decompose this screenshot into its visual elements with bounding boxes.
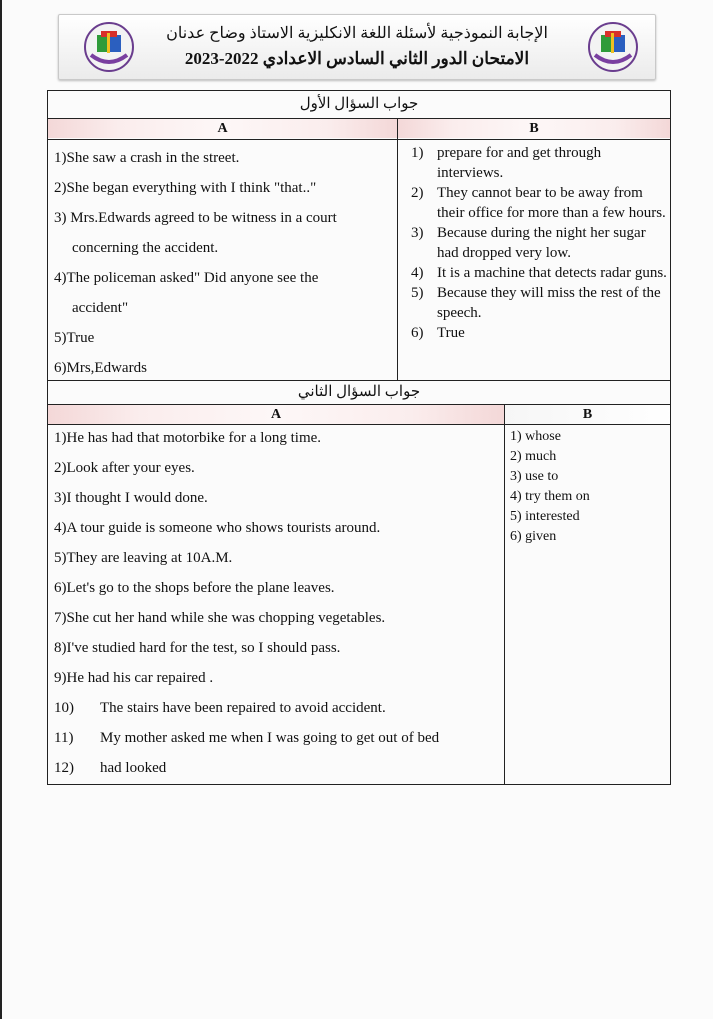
list-item: 3)I thought I would done. <box>54 490 208 506</box>
list-item: 2) They cannot bear to be away from their office for more than a few hours. <box>411 185 666 221</box>
q2-col-a-header: A <box>48 405 504 424</box>
q2-title: جواب السؤال الثاني <box>297 384 421 400</box>
list-item: 2) much <box>510 449 557 464</box>
list-item: accident" <box>72 300 129 316</box>
q1-a-list <box>54 143 394 383</box>
list-item: 2)She began everything with I think "that.." <box>54 180 317 196</box>
list-item: 2)Look after your eyes. <box>54 460 195 476</box>
q1-title: جواب السؤال الأول <box>299 96 419 112</box>
list-item: 6)Let's go to the shops before the plane leaves. <box>54 580 335 596</box>
list-item: 7)She cut her hand while she was chopping vegetables. <box>54 610 386 626</box>
q1-col-b-header: B <box>398 119 670 138</box>
book-logo-icon <box>83 21 135 73</box>
header-subtitle: الامتحان الدور الثاني السادس الاعدادي 2022-2023 <box>184 49 530 68</box>
answer-table <box>47 90 671 785</box>
list-item: 4)The policeman asked" Did anyone see the <box>54 270 319 286</box>
list-item: 1) prepare for and get through interviews. <box>411 145 602 181</box>
q2-col-b-header: B <box>505 405 670 424</box>
list-item: 4) It is a machine that detects radar guns. <box>411 265 667 281</box>
list-item: 5)True <box>54 330 95 346</box>
book-logo-icon <box>587 21 639 73</box>
list-item: 5) Because they will miss the rest of the speech. <box>411 285 661 321</box>
list-item: 4) try them on <box>510 489 590 504</box>
list-item: 3) use to <box>510 469 559 484</box>
list-item: 6)Mrs,Edwards <box>54 360 147 376</box>
list-item: 8)I've studied hard for the test, so I should pass. <box>54 640 341 656</box>
q2-b-list <box>510 427 660 547</box>
header-banner <box>58 14 656 80</box>
list-item: 3) Because during the night her sugar had dropped very low. <box>411 225 646 261</box>
list-item: 6) True <box>411 325 465 341</box>
list-item: 5)They are leaving at 10A.M. <box>54 550 233 566</box>
q1-b-list <box>405 143 667 343</box>
list-item: 10) The stairs have been repaired to avoid accident. <box>54 700 386 716</box>
list-item: 12) had looked <box>54 760 167 776</box>
list-item: 9)He had his car repaired . <box>54 670 214 686</box>
list-item: concerning the accident. <box>72 240 219 256</box>
list-item: 6) given <box>510 529 557 544</box>
list-item: 1) whose <box>510 429 561 444</box>
list-item: 4)A tour guide is someone who shows tourists around. <box>54 520 381 536</box>
list-item: 1)She saw a crash in the street. <box>54 150 240 166</box>
page-edge <box>0 0 2 1019</box>
list-item: 11) My mother asked me when I was going to get out of bed <box>54 730 440 746</box>
header-title: الإجابة النموذجية لأسئلة اللغة الانكليزية الاستاذ وضاح عدنان <box>166 25 548 42</box>
list-item: 3) Mrs.Edwards agreed to be witness in a court <box>54 210 337 226</box>
list-item: 5) interested <box>510 509 580 524</box>
q1-col-a-header: A <box>48 119 397 138</box>
list-item: 1)He has had that motorbike for a long time. <box>54 430 322 446</box>
q2-a-list <box>54 423 504 783</box>
